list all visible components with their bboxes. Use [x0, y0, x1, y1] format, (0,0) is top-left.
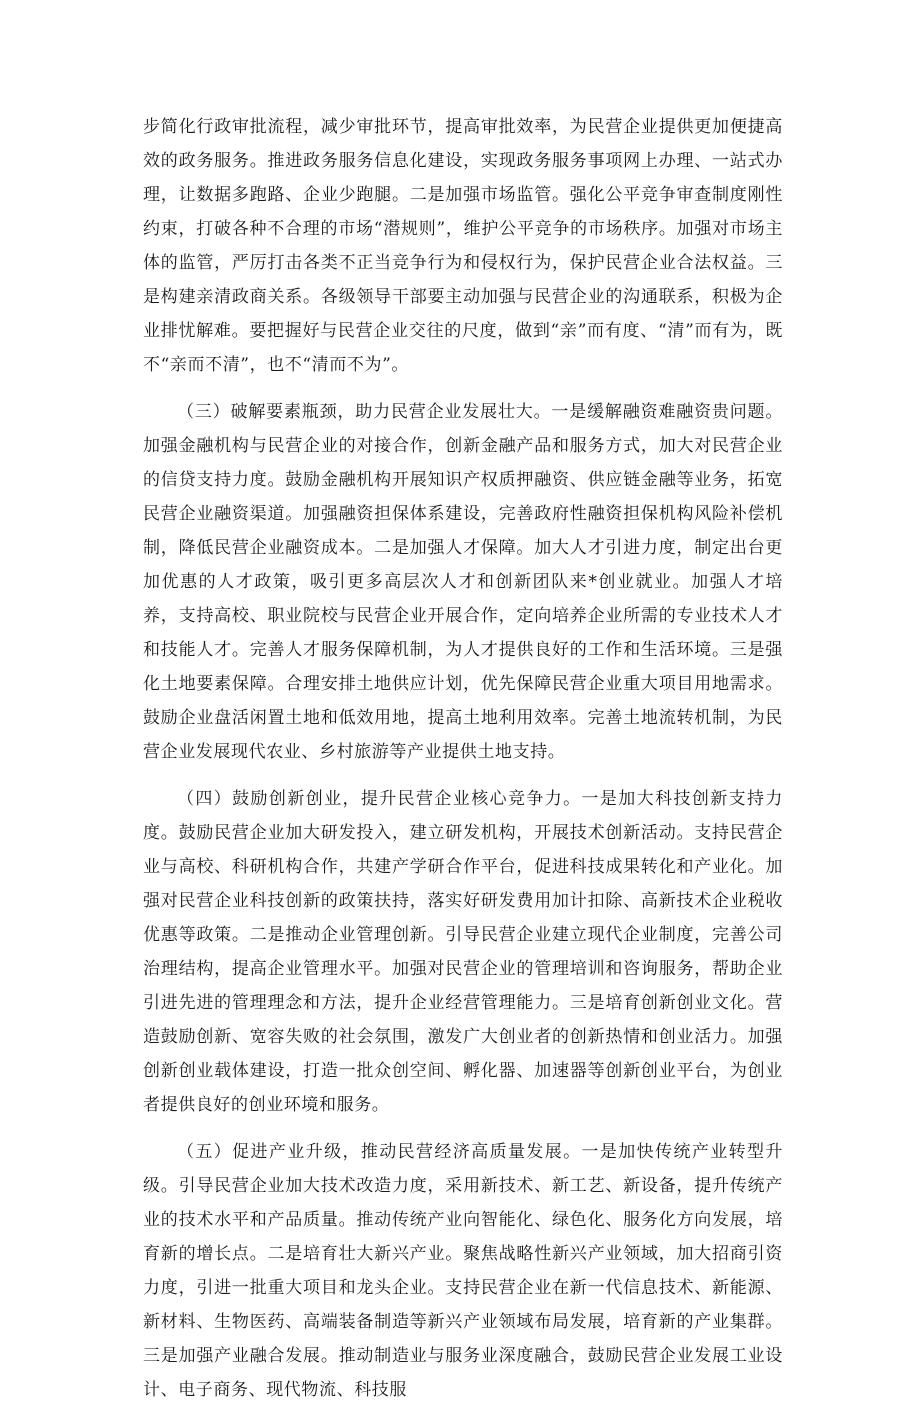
paragraph-section-4: （四）鼓励创新创业，提升民营企业核心竞争力。一是加大科技创新支持力度。鼓励民营企业加大研发投入，建立研发机构，开展技术创新活动。支持民营企业与高校、科研机构合作，共建产学研合作平台，促进科技成果转化和产业化。加强对民营企业科技创新的政策扶持，落实好研发费用加计扣除、高新技术企业税收优惠等政策。二是推动企业管理创新。引导民营企业建立现代企业制度，完善公司治理结构，提高企业管理水平。加强对民营企业的管理培训和咨询服务，帮助企业引进先进的管理理念和方法，提升企业经营管理能力。三是培育创新创业文化。营造鼓励创新、宽容失败的社会氛围，激发广大创业者的创新热情和创业活力。加强创新创业载体建设，打造一批众创空间、孵化器、加速器等创新创业平台，为创业者提供良好的创业环境和服务。 [143, 789, 783, 1115]
paragraph-gap [143, 1122, 783, 1135]
paragraph-gap [143, 769, 783, 782]
paragraph-gap [143, 382, 783, 395]
paragraph-continued: 步简化行政审批流程，减少审批环节，提高审批效率，为民营企业提供更加便捷高效的政务服务。推进政务服务信息化建设，实现政务服务事项网上办理、一站式办理，让数据多跑路、企业少跑腿。二是加强市场监管。强化公平竞争审查制度刚性约束，打破各种不合理的市场“潜规则”，维护公平竞争的市场秩序。加强对市场主体的监管，严厉打击各类不正当竞争行为和侵权行为，保护民营企业合法权益。三是构建亲清政商关系。各级领导干部要主动加强与民营企业的沟通联系，积极为企业排忧解难。要把握好与民营企业交往的尺度，做到“亲”而有度、“清”而有为，既不“亲而不清”，也不“清而不为”。 [143, 117, 783, 375]
document-body [143, 110, 783, 1407]
paragraph-section-5: （五）促进产业升级，推动民营经济高质量发展。一是加快传统产业转型升级。引导民营企业加大技术改造力度，采用新技术、新工艺、新设备，提升传统产业的技术水平和产品质量。推动传统产业向智能化、绿色化、服务化方向发展，培育新的增长点。二是培育壮大新兴产业。聚焦战略性新兴产业领域，加大招商引资力度，引进一批重大项目和龙头企业。支持民营企业在新一代信息技术、新能源、新材料、生物医药、高端装备制造等新兴产业领域布局发展，培育新的产业集群。三是加强产业融合发展。推动制造业与服务业深度融合，鼓励民营企业发展工业设计、电子商务、现代物流、科技服 [143, 1142, 783, 1400]
paragraph-section-3: （三）破解要素瓶颈，助力民营企业发展壮大。一是缓解融资难融资贵问题。加强金融机构与民营企业的对接合作，创新金融产品和服务方式，加大对民营企业的信贷支持力度。鼓励金融机构开展知识产权质押融资、供应链金融等业务，拓宽民营企业融资渠道。加强融资担保体系建设，完善政府性融资担保机构风险补偿机制，降低民营企业融资成本。二是加强人才保障。加大人才引进力度，制定出台更加优惠的人才政策，吸引更多高层次人才和创新团队来*创业就业。加强人才培养，支持高校、职业院校与民营企业开展合作，定向培养企业所需的专业技术人才和技能人才。完善人才服务保障机制，为人才提供良好的工作和生活环境。三是强化土地要素保障。合理安排土地供应计划，优先保障民营企业重大项目用地需求。鼓励企业盘活闲置土地和低效用地，提高土地利用效率。完善土地流转机制，为民营企业发展现代农业、乡村旅游等产业提供土地支持。 [143, 402, 783, 762]
